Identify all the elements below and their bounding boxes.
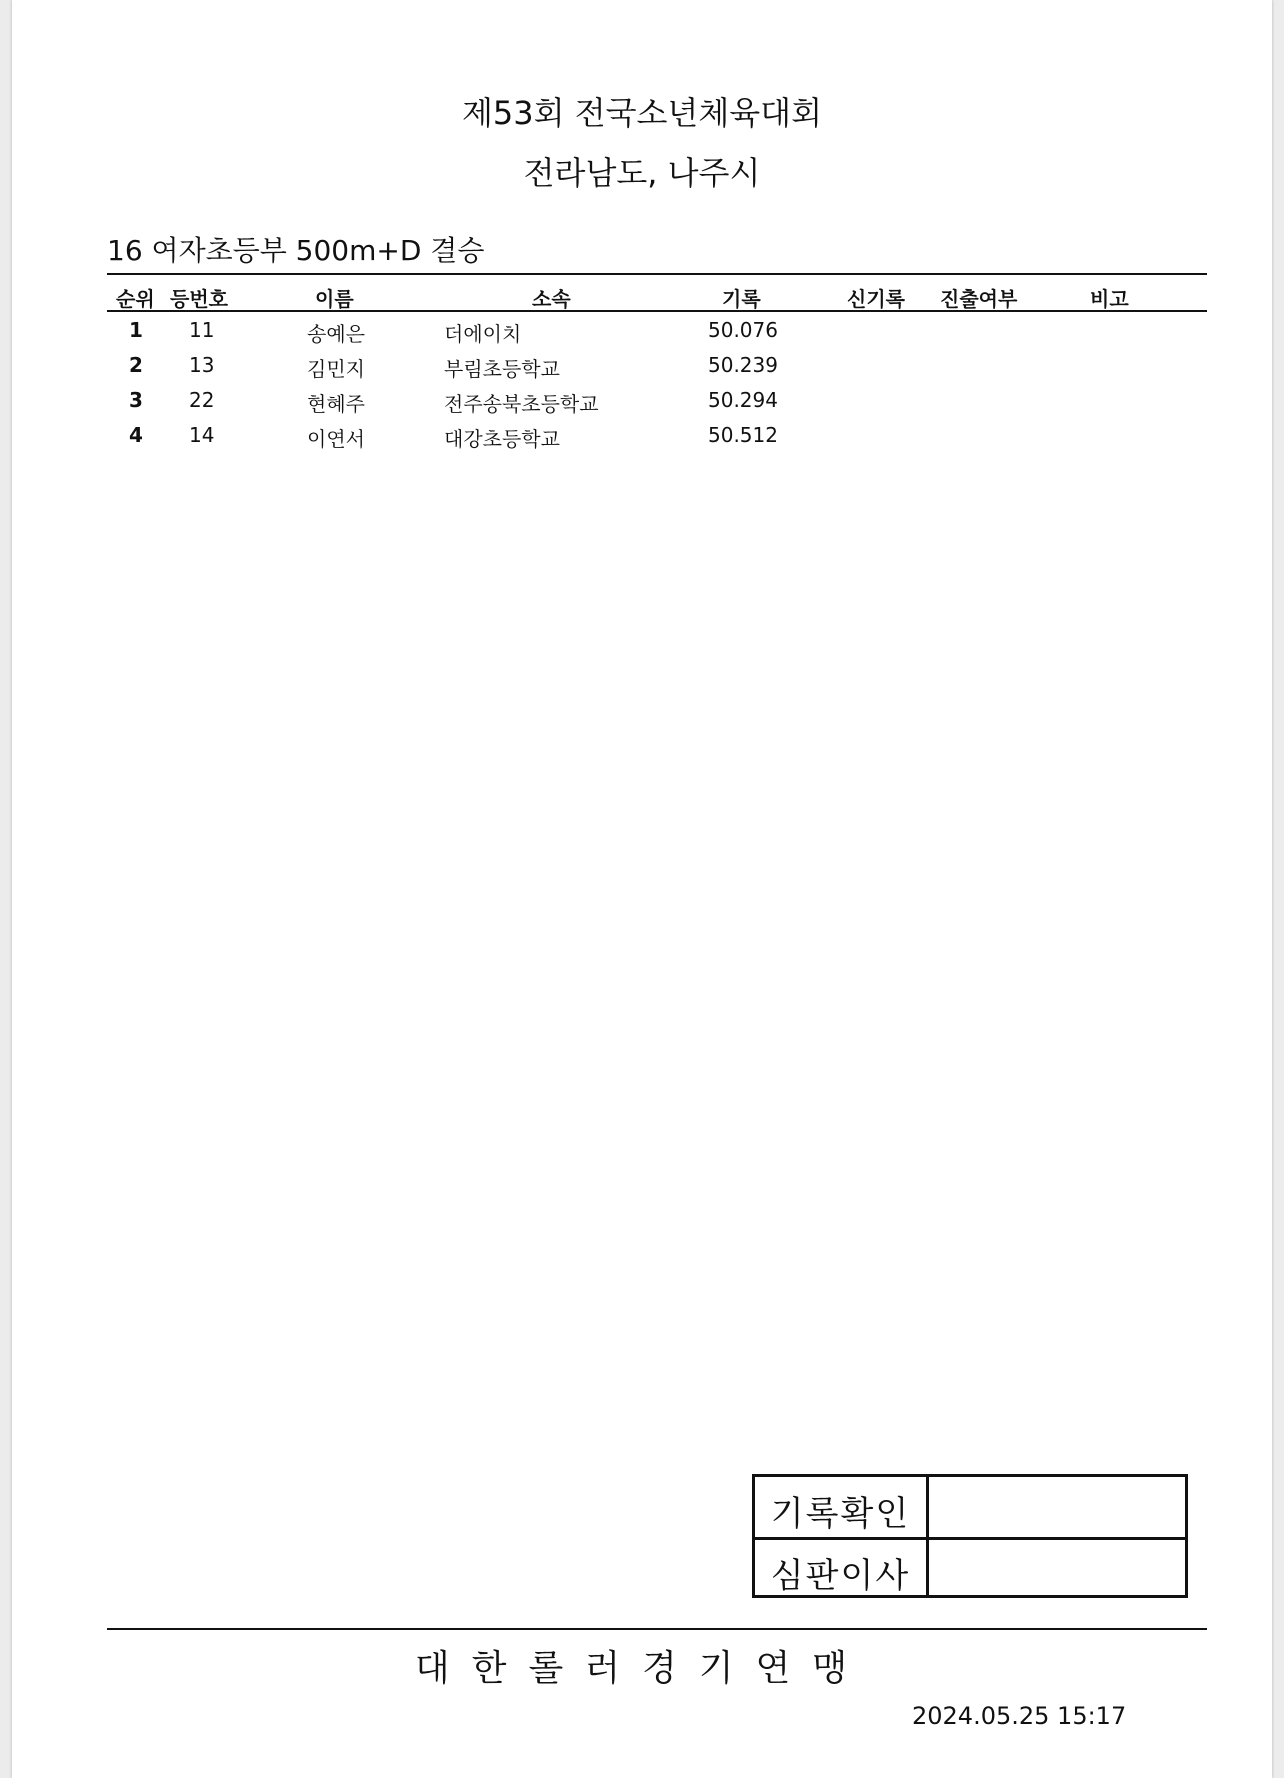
- table-header-rule: [107, 310, 1207, 312]
- competition-location: 전라남도, 나주시: [523, 154, 761, 192]
- row-rank: 1: [129, 318, 143, 342]
- col-header-advance: 진출여부: [940, 287, 1018, 311]
- col-header-team: 소속: [532, 287, 571, 311]
- record-check-label: 기록확인: [770, 1494, 911, 1534]
- federation-name: 대한롤러경기연맹: [414, 1648, 870, 1689]
- print-timestamp: 2024.05.25 15:17: [912, 1702, 1127, 1730]
- signature-box: [752, 1474, 1188, 1598]
- col-header-record: 기록: [722, 287, 761, 311]
- row-bib: 13: [189, 353, 215, 377]
- competition-title: 제53회 전국소년체육대회: [461, 94, 822, 132]
- row-bib: 22: [189, 388, 215, 412]
- row-rank: 4: [129, 423, 143, 447]
- table-top-rule: [107, 273, 1207, 275]
- row-team: 전주송북초등학교: [444, 392, 599, 416]
- row-record: 50.294: [708, 388, 778, 412]
- col-header-rank: 순위: [116, 287, 155, 311]
- row-name: 현혜주: [307, 392, 365, 416]
- row-team: 더에이치: [444, 322, 522, 346]
- event-title: 16 여자초등부 500m+D 결승: [107, 234, 485, 267]
- row-bib: 14: [189, 423, 215, 447]
- col-header-bib: 등번호: [170, 287, 228, 311]
- footer-rule: [107, 1628, 1207, 1630]
- row-record: 50.076: [708, 318, 778, 342]
- row-record: 50.512: [708, 423, 778, 447]
- results-page: [12, 0, 1272, 1778]
- referee-label: 심판이사: [770, 1556, 911, 1596]
- row-team: 대강초등학교: [444, 427, 560, 451]
- row-bib: 11: [189, 318, 215, 342]
- row-name: 송예은: [307, 322, 365, 346]
- signature-divider-vertical: [926, 1477, 929, 1595]
- col-header-name: 이름: [315, 287, 354, 311]
- signature-divider-horizontal: [755, 1537, 1185, 1540]
- row-name: 이연서: [307, 427, 365, 451]
- row-team: 부림초등학교: [444, 357, 560, 381]
- col-header-new-record: 신기록: [847, 287, 905, 311]
- row-name: 김민지: [307, 357, 365, 381]
- row-rank: 3: [129, 388, 143, 412]
- col-header-note: 비고: [1090, 287, 1129, 311]
- row-record: 50.239: [708, 353, 778, 377]
- row-rank: 2: [129, 353, 143, 377]
